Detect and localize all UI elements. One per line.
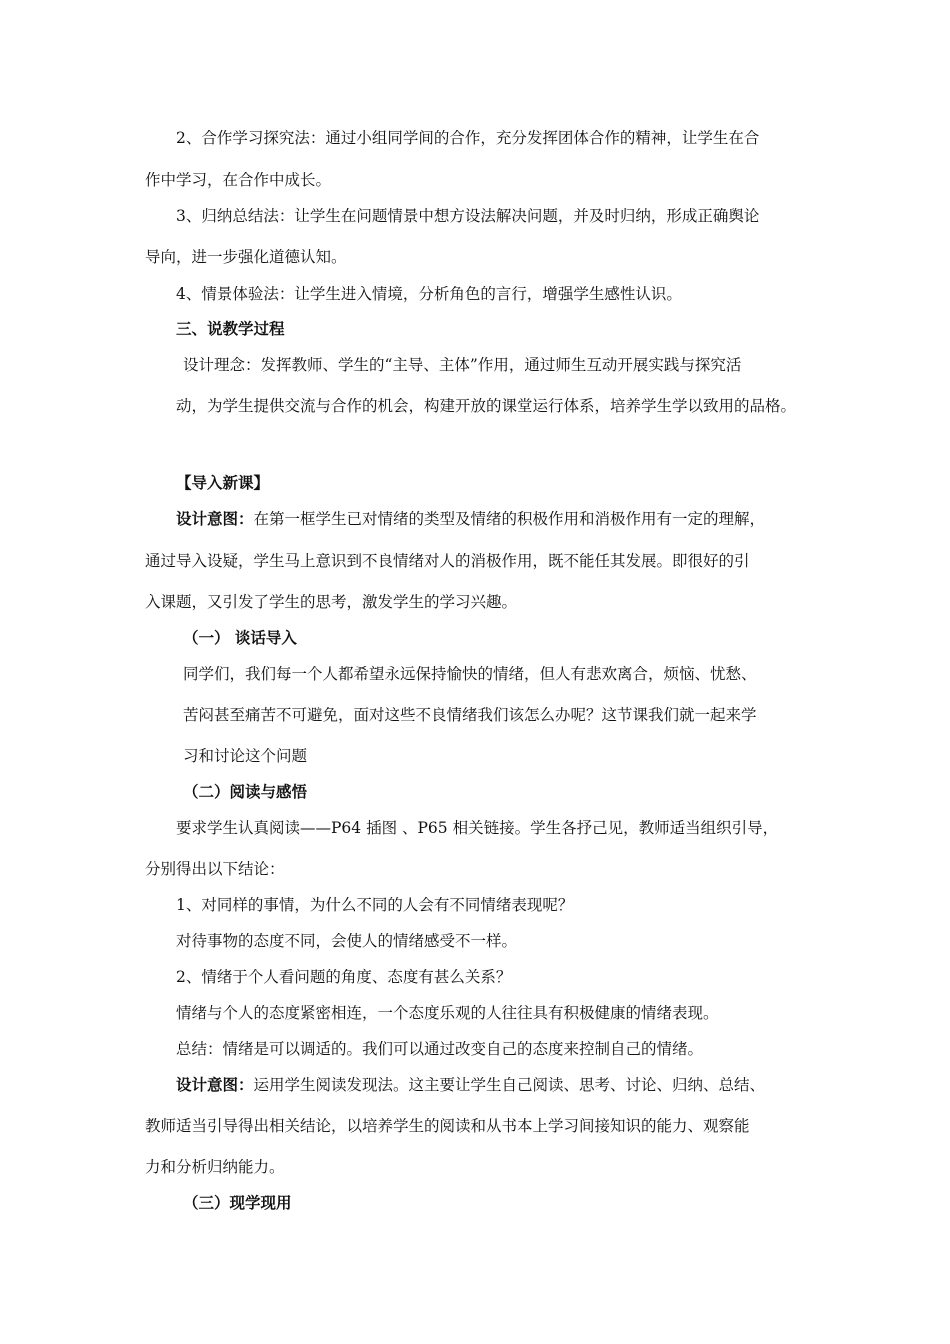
- paragraph-line: 入课题，又引发了学生的思考，激发学生的学习兴趣。: [145, 593, 518, 611]
- paragraph-line: [176, 509, 765, 529]
- paragraph-line: 情绪与个人的态度紧密相连，一个态度乐观的人往往具有积极健康的情绪表现。: [176, 1004, 719, 1022]
- subsection-heading: （三）现学现用: [183, 1193, 292, 1212]
- paragraph-line: 同学们，我们每一个人都希望永远保持愉快的情绪，但人有悲欢离合，烦恼、忧愁、: [183, 665, 757, 683]
- design-intent-label: 设计意图：: [176, 1075, 254, 1094]
- paragraph-line: 3、归纳总结法：让学生在问题情景中想方设法解决问题，并及时归纳，形成正确舆论: [176, 207, 760, 225]
- paragraph-line: 2、合作学习探究法：通过小组同学间的合作，充分发挥团体合作的精神，让学生在合: [176, 129, 760, 147]
- paragraph-line: [176, 1075, 765, 1095]
- paragraph-line: 1、对同样的事情，为什么不同的人会有不同情绪表现呢？: [176, 896, 574, 914]
- paragraph-line: 力和分析归纳能力。: [145, 1158, 285, 1176]
- subsection-heading: （一） 谈话导入: [183, 628, 297, 647]
- paragraph-line: 导向，进一步强化道德认知。: [145, 248, 347, 266]
- subsection-heading: （二）阅读与感悟: [183, 782, 308, 801]
- design-intent-text: 运用学生阅读发现法。这主要让学生自己阅读、思考、讨论、归纳、总结、: [253, 1076, 766, 1094]
- paragraph-line: 通过导入设疑，学生马上意识到不良情绪对人的消极作用，既不能任其发展。即很好的引: [145, 552, 750, 570]
- paragraph-line: 教师适当引导得出相关结论，以培养学生的阅读和从书本上学习间接知识的能力、观察能: [145, 1117, 750, 1135]
- paragraph-line: 设计理念：发挥教师、学生的“主导、主体”作用，通过师生互动开展实践与探究活: [183, 356, 742, 374]
- paragraph-line: 2、情绪于个人看问题的角度、态度有甚么关系？: [176, 968, 512, 986]
- design-intent-text: 在第一框学生已对情绪的类型及情绪的积极作用和消极作用有一定的理解，: [253, 510, 766, 528]
- paragraph-line: 分别得出以下结论：: [145, 860, 285, 878]
- design-intent-label: 设计意图：: [176, 509, 254, 528]
- paragraph-line: 作中学习，在合作中成长。: [145, 171, 332, 189]
- paragraph-line: 总结：情绪是可以调适的。我们可以通过改变自己的态度来控制自己的情绪。: [176, 1040, 704, 1058]
- paragraph-line: 要求学生认真阅读——P64 插图 、P65 相关链接。学生各抒己见，教师适当组织引导，: [176, 819, 779, 837]
- paragraph-line: 苦闷甚至痛苦不可避免，面对这些不良情绪我们该怎么办呢？这节课我们就一起来学: [183, 706, 757, 724]
- paragraph-line: 动，为学生提供交流与合作的机会，构建开放的课堂运行体系，培养学生学以致用的品格。: [176, 397, 797, 415]
- paragraph-line: 习和讨论这个问题: [183, 747, 308, 765]
- paragraph-line: 4、情景体验法：让学生进入情境，分析角色的言行，增强学生感性认识。: [176, 285, 682, 303]
- paragraph-line: 对待事物的态度不同，会使人的情绪感受不一样。: [176, 932, 518, 950]
- section-heading: 【导入新课】: [176, 473, 270, 492]
- section-heading: 三、说教学过程: [176, 319, 285, 338]
